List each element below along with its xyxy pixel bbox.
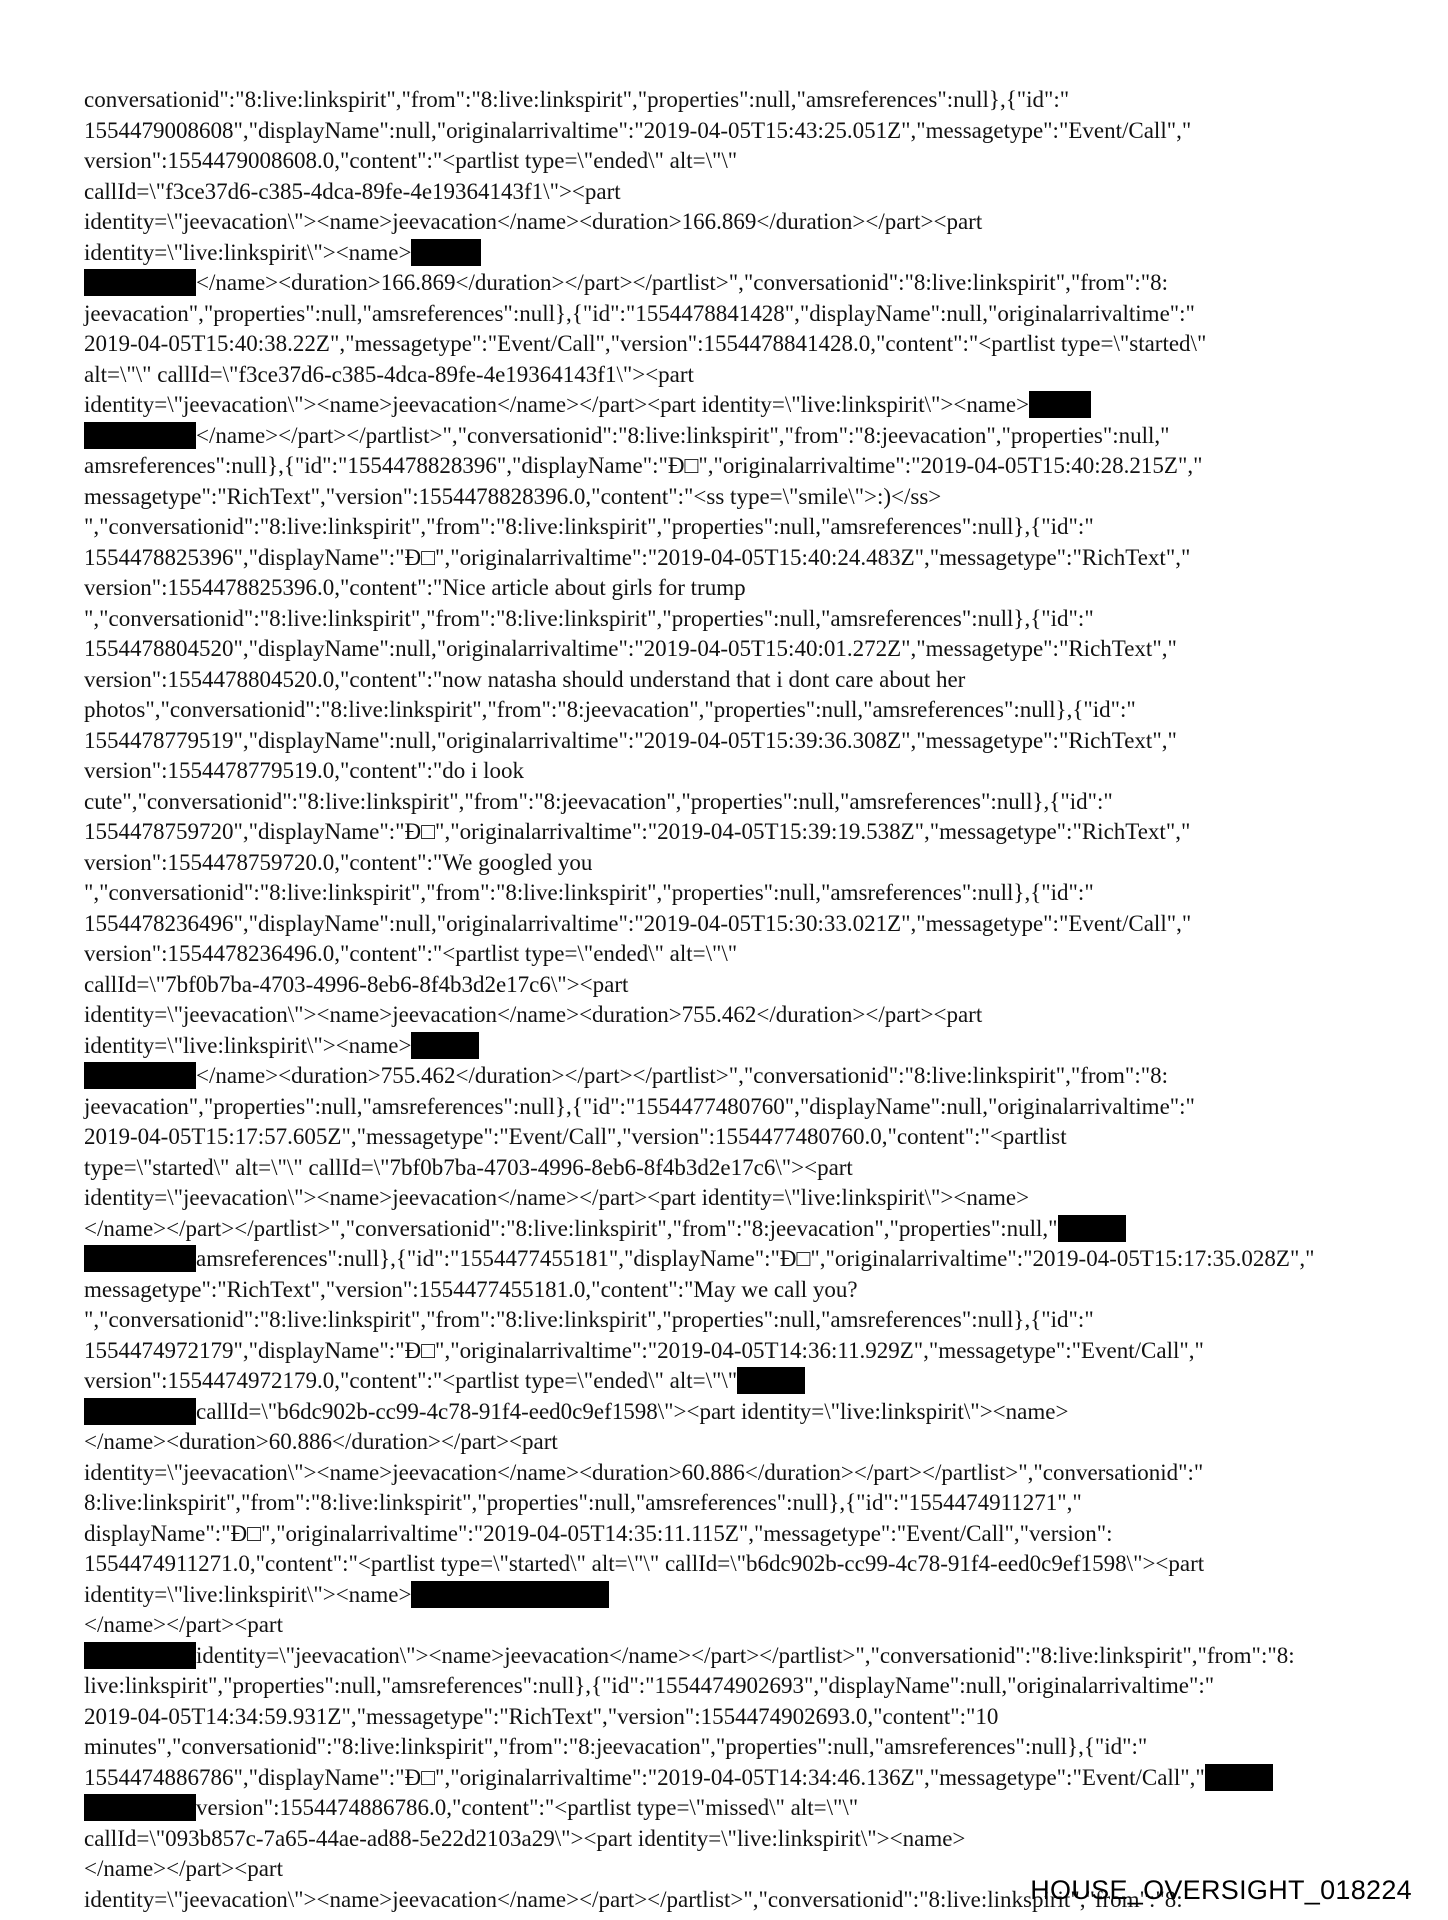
redaction-box <box>84 1642 196 1669</box>
text-line <box>84 1702 1384 1733</box>
line-text: 2019-04-05T15:40:38.22Z","messagetype":"Event/Call","version":1554478841428.0,"content":"<partlist type=\"started\" <box>84 331 1207 356</box>
line-text: 1554478236496","displayName":null,"originalarrivaltime":"2019-04-05T15:30:33.021Z","messagetype":"Event/Call"," <box>84 910 1192 936</box>
redaction-box <box>84 1062 196 1089</box>
text-line <box>84 1122 1384 1153</box>
text-line <box>84 1244 1384 1275</box>
line-text: live:linkspirit","properties":null,"amsreferences":null},{"id":"1554474902693","displayName":null,"originalarrivaltime":" <box>84 1673 1215 1698</box>
line-text: version":1554478759720.0,"content":"We googled you <box>84 849 593 875</box>
line-text: jeevacation","properties":null,"amsreferences":null},{"id":"1554477480760","displayName":null,"originalarrivaltime":" <box>84 1093 1195 1119</box>
text-line <box>84 573 1384 604</box>
line-text: 1554478779519","displayName":null,"originalarrivaltime":"2019-04-05T15:39:36.308Z","messagetype":"RichText"," <box>84 727 1177 753</box>
text-line <box>84 1824 1384 1855</box>
line-text: </name></part></partlist>","conversationid":"8:live:linkspirit","from":"8:jeevacation","properties":null," <box>84 1215 1058 1241</box>
text-line <box>84 1183 1384 1214</box>
text-line <box>84 207 1384 238</box>
text-line <box>84 1275 1384 1306</box>
line-text: identity=\"live:linkspirit\"><name> <box>84 239 412 265</box>
line-text: messagetype":"RichText","version":1554477455181.0,"content":"May we call you? <box>84 1276 858 1302</box>
line-text: </name></part></partlist>","conversationid":"8:live:linkspirit","from":"8:jeevacation","properties":null," <box>196 422 1170 448</box>
line-text: callId=\"f3ce37d6-c385-4dca-89fe-4e19364143f1\"><part <box>84 178 621 204</box>
line-text: amsreferences":null},{"id":"1554478828396","displayName":"Ð□","originalarrivaltime":"2019-04-05T15:40:28.215Z"," <box>84 453 1203 478</box>
line-text: 2019-04-05T15:17:57.605Z","messagetype":"Event/Call","version":1554477480760.0,"content":"<partlist <box>84 1124 1067 1149</box>
line-text: messagetype":"RichText","version":1554478828396.0,"content":"<ss type=\"smile\">:)</ss> <box>84 483 942 509</box>
line-text: callId=\"b6dc902b-cc99-4c78-91f4-eed0c9ef1598\"><part identity=\"live:linkspirit\"><name> <box>196 1398 1069 1424</box>
text-line <box>84 1610 1384 1641</box>
redaction-box <box>737 1367 805 1394</box>
text-line <box>84 848 1384 879</box>
text-line <box>84 695 1384 726</box>
text-line <box>84 238 1384 269</box>
redaction-box <box>84 1245 196 1272</box>
text-line <box>84 1488 1384 1519</box>
line-text: 8:live:linkspirit","from":"8:live:linkspirit","properties":null,"amsreferences":null},{"id":"1554474911271"," <box>84 1490 1082 1515</box>
text-line <box>84 909 1384 940</box>
line-text: callId=\"7bf0b7ba-4703-4996-8eb6-8f4b3d2e17c6\"><part <box>84 971 629 997</box>
text-line <box>84 1092 1384 1123</box>
line-text: version":1554478236496.0,"content":"<partlist type=\"ended\" alt=\"\" <box>84 941 738 966</box>
line-text: 1554479008608","displayName":null,"originalarrivaltime":"2019-04-05T15:43:25.051Z","messagetype":"Event/Call"," <box>84 117 1192 143</box>
text-line <box>84 1519 1384 1550</box>
text-line <box>84 1427 1384 1458</box>
line-text: identity=\"jeevacation\"><name>jeevacation</name></part><part identity=\"live:linkspirit\"><name> <box>84 392 1030 417</box>
text-line <box>84 939 1384 970</box>
line-text: </name></part><part <box>84 1612 283 1637</box>
text-line <box>84 756 1384 787</box>
redaction-box <box>84 1398 196 1425</box>
line-text: version":1554478779519.0,"content":"do i look <box>84 758 525 783</box>
redaction-box <box>411 239 481 266</box>
text-line <box>84 329 1384 360</box>
line-text: identity=\"jeevacation\"><name>jeevacation</name><duration>60.886</duration></part></partlist>","conversationid":" <box>84 1459 1204 1485</box>
text-line <box>84 665 1384 696</box>
line-text: version":1554478804520.0,"content":"now natasha should understand that i dont care about her <box>84 666 966 692</box>
text-line <box>84 1153 1384 1184</box>
line-text: 1554478825396","displayName":"Ð□","originalarrivaltime":"2019-04-05T15:40:24.483Z","messagetype":"RichText"," <box>84 544 1191 570</box>
line-text: 1554478804520","displayName":null,"originalarrivaltime":"2019-04-05T15:40:01.272Z","messagetype":"RichText"," <box>84 636 1177 661</box>
document-text <box>84 85 1384 1912</box>
text-line <box>84 1641 1384 1672</box>
redaction-box <box>411 1581 609 1608</box>
text-line <box>84 1732 1384 1763</box>
line-text: </name><duration>166.869</duration></part></partlist>","conversationid":"8:live:linkspirit","from":"8: <box>196 270 1168 295</box>
line-text: ","conversationid":"8:live:linkspirit","from":"8:live:linkspirit","properties":null,"amsreferences":null},{"id":" <box>84 605 1094 631</box>
line-text: version":1554474972179.0,"content":"<partlist type=\"ended\" alt=\"\" <box>84 1368 738 1393</box>
line-text: 2019-04-05T14:34:59.931Z","messagetype":"RichText","version":1554474902693.0,"content":"10 <box>84 1703 999 1729</box>
line-text: identity=\"jeevacation\"><name>jeevacation</name><duration>166.869</duration></part><part <box>84 209 983 234</box>
text-line <box>84 268 1384 299</box>
redaction-box <box>84 1794 196 1821</box>
line-text: identity=\"jeevacation\"><name>jeevacation</name></part></partlist>","conversationid":"8:live:linkspirit","from":"8: <box>84 1886 1183 1912</box>
redaction-box <box>1058 1215 1126 1242</box>
line-text: alt=\"\" callId=\"f3ce37d6-c385-4dca-89fe-4e19364143f1\"><part <box>84 361 694 387</box>
line-text: conversationid":"8:live:linkspirit","from":"8:live:linkspirit","properties":null,"amsreferences":null},{"id":" <box>84 87 1070 112</box>
text-line <box>84 817 1384 848</box>
text-line <box>84 177 1384 208</box>
text-line <box>84 604 1384 635</box>
line-text: cute","conversationid":"8:live:linkspirit","from":"8:jeevacation","properties":null,"amsreferences":null},{"id":" <box>84 788 1113 814</box>
redaction-box <box>1205 1764 1273 1791</box>
line-text: </name></part><part <box>84 1856 283 1881</box>
text-line <box>84 360 1384 391</box>
redaction-box <box>84 422 196 449</box>
line-text: version":1554479008608.0,"content":"<partlist type=\"ended\" alt=\"\" <box>84 148 738 173</box>
redaction-box <box>1029 391 1091 418</box>
text-line <box>84 543 1384 574</box>
line-text: identity=\"live:linkspirit\"><name> <box>84 1032 412 1058</box>
line-text: ","conversationid":"8:live:linkspirit","from":"8:live:linkspirit","properties":null,"amsreferences":null},{"id":" <box>84 514 1094 539</box>
line-text: version":1554478825396.0,"content":"Nice article about girls for trump <box>84 575 746 600</box>
text-line <box>84 1061 1384 1092</box>
text-line <box>84 970 1384 1001</box>
line-text: 1554474911271.0,"content":"<partlist type=\"started\" alt=\"\" callId=\"b6dc902b-cc99-4c78-91f4-eed0c9ef1598\"><part <box>84 1551 1205 1576</box>
text-line <box>84 1305 1384 1336</box>
bates-number: HOUSE_OVERSIGHT_018224 <box>1030 1875 1412 1905</box>
text-line <box>84 634 1384 665</box>
text-line <box>84 1549 1384 1580</box>
text-line <box>84 299 1384 330</box>
redaction-box <box>84 269 196 296</box>
line-text: 1554474886786","displayName":"Ð□","originalarrivaltime":"2019-04-05T14:34:46.136Z","messagetype":"Event/Call"," <box>84 1764 1205 1790</box>
redaction-box <box>411 1032 479 1059</box>
text-line <box>84 482 1384 513</box>
text-line <box>84 1763 1384 1794</box>
text-line <box>84 512 1384 543</box>
text-line <box>84 1397 1384 1428</box>
text-line <box>84 421 1384 452</box>
line-text: displayName":"Ð□","originalarrivaltime":"2019-04-05T14:35:11.115Z","messagetype":"Event/Call","version": <box>84 1520 1113 1546</box>
text-line <box>84 85 1384 116</box>
line-text: identity=\"jeevacation\"><name>jeevacation</name></part></partlist>","conversationid":"8:live:linkspirit","from":"8: <box>196 1642 1295 1668</box>
text-line <box>84 1336 1384 1367</box>
line-text: photos","conversationid":"8:live:linkspirit","from":"8:jeevacation","properties":null,"amsreferences":null},{"id":" <box>84 697 1136 722</box>
text-line <box>84 1000 1384 1031</box>
line-text: jeevacation","properties":null,"amsreferences":null},{"id":"1554478841428","displayName":null,"originalarrivaltime":" <box>84 300 1195 326</box>
text-line <box>84 1458 1384 1489</box>
line-text: type=\"started\" alt=\"\" callId=\"7bf0b7ba-4703-4996-8eb6-8f4b3d2e17c6\"><part <box>84 1154 853 1180</box>
text-line <box>84 1671 1384 1702</box>
line-text: callId=\"093b857c-7a65-44ae-ad88-5e22d2103a29\"><part identity=\"live:linkspirit\"><name> <box>84 1825 966 1851</box>
text-line <box>84 451 1384 482</box>
line-text: identity=\"live:linkspirit\"><name> <box>84 1581 412 1607</box>
line-text: 1554474972179","displayName":"Ð□","originalarrivaltime":"2019-04-05T14:36:11.929Z","messagetype":"Event/Call"," <box>84 1337 1204 1363</box>
line-text: ","conversationid":"8:live:linkspirit","from":"8:live:linkspirit","properties":null,"amsreferences":null},{"id":" <box>84 1307 1094 1332</box>
text-line <box>84 878 1384 909</box>
line-text: ","conversationid":"8:live:linkspirit","from":"8:live:linkspirit","properties":null,"amsreferences":null},{"id":" <box>84 880 1094 905</box>
line-text: </name><duration>755.462</duration></part></partlist>","conversationid":"8:live:linkspirit","from":"8: <box>196 1063 1168 1088</box>
line-text: amsreferences":null},{"id":"1554477455181","displayName":"Ð□","originalarrivaltime":"2019-04-05T15:17:35.028Z"," <box>196 1246 1315 1271</box>
text-line <box>84 1214 1384 1245</box>
line-text: identity=\"jeevacation\"><name>jeevacation</name><duration>755.462</duration></part><part <box>84 1002 983 1027</box>
text-line <box>84 116 1384 147</box>
text-line <box>84 146 1384 177</box>
line-text: 1554478759720","displayName":"Ð□","originalarrivaltime":"2019-04-05T15:39:19.538Z","messagetype":"RichText"," <box>84 819 1191 844</box>
text-line <box>84 1580 1384 1611</box>
text-line <box>84 1366 1384 1397</box>
text-line <box>84 1031 1384 1062</box>
text-line <box>84 787 1384 818</box>
text-line <box>84 390 1384 421</box>
line-text: version":1554474886786.0,"content":"<partlist type=\"missed\" alt=\"\" <box>196 1795 859 1820</box>
text-line <box>84 1793 1384 1824</box>
line-text: </name><duration>60.886</duration></part><part <box>84 1429 558 1454</box>
text-line <box>84 726 1384 757</box>
line-text: identity=\"jeevacation\"><name>jeevacation</name></part><part identity=\"live:linkspirit\"><name> <box>84 1185 1030 1210</box>
line-text: minutes","conversationid":"8:live:linkspirit","from":"8:jeevacation","properties":null,"amsreferences":null},{"id":" <box>84 1734 1148 1759</box>
